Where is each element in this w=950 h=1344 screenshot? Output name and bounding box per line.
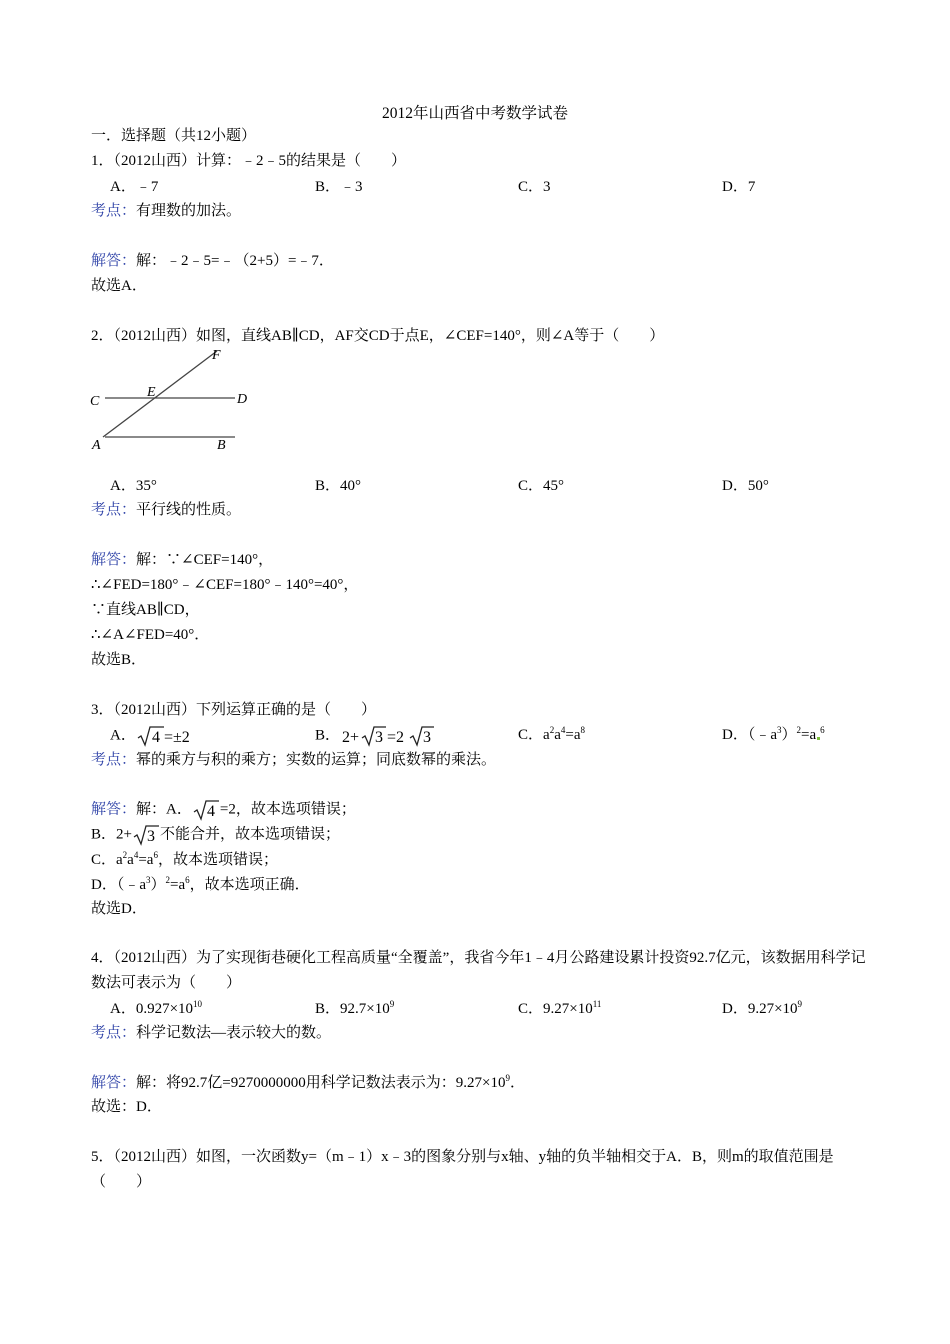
term: （﹣a bbox=[747, 727, 778, 743]
q1-stem: 1．（2012山西）计算：﹣2﹣5的结果是（ ） bbox=[91, 153, 407, 169]
q4-option-c bbox=[518, 999, 601, 1019]
q5-stem: 5．（2012山西）如图，一次函数y=（m﹣1）x﹣3的图象分别与x轴、y轴的负半轴相交于A．B，则m的取值范围是（ ） bbox=[91, 1149, 834, 1190]
term: a bbox=[127, 852, 134, 868]
q3-step-c bbox=[91, 850, 278, 870]
jieda-label: 解答： bbox=[91, 552, 137, 568]
q1-option-c: C．3 bbox=[518, 179, 551, 195]
q3-option-d bbox=[722, 725, 825, 745]
exponent: 6 bbox=[820, 725, 825, 735]
sqrt-radicand: 3 bbox=[146, 828, 155, 845]
label-e: E bbox=[147, 385, 156, 400]
q1-kaodian bbox=[91, 201, 241, 221]
q4-option-d bbox=[722, 999, 802, 1019]
expr-mid: =2 bbox=[387, 729, 405, 746]
q2-jieda-text: ∵∠CEF=140°， bbox=[166, 552, 274, 568]
q2-kaodian bbox=[91, 500, 241, 520]
jieda-label: 解答： bbox=[91, 1075, 137, 1091]
q2-option-a: A．35° bbox=[110, 478, 157, 494]
step-prefix: B．2+ bbox=[91, 826, 132, 843]
q3-option-c bbox=[518, 725, 585, 745]
q4-option-a bbox=[110, 999, 202, 1019]
sqrt-expression-icon bbox=[340, 725, 436, 747]
q3-stem: 3．（2012山西）下列运算正确的是（ ） bbox=[91, 702, 377, 718]
sqrt-radicand: 4 bbox=[151, 729, 160, 746]
sqrt-icon bbox=[136, 725, 198, 747]
q4-kaodian-text: 科学记数法—表示较大的数。 bbox=[136, 1025, 332, 1041]
q3-step-b bbox=[91, 824, 340, 846]
jieda-prefix: A． bbox=[166, 801, 192, 818]
exponent: 11 bbox=[592, 999, 602, 1009]
option-base: C．9.27×10 bbox=[518, 1001, 593, 1017]
q4-jieda-text: 将92.7亿=9270000000用科学记数法表示为：9.27×10 bbox=[166, 1075, 506, 1091]
exponent: 2 bbox=[549, 725, 555, 735]
exponent: 3 bbox=[777, 725, 782, 735]
jie-label: 解： bbox=[136, 1075, 167, 1091]
q2-step-2: ∵直线AB∥CD， bbox=[91, 602, 200, 618]
q2-conclusion: 故选B． bbox=[91, 652, 147, 668]
q4-stem: 4．（2012山西）为了实现街巷硬化工程高质量“全覆盖”，我省今年1﹣4月公路建设累计投资92.7亿元，该数据用科学记数法可表示为（ ） bbox=[91, 950, 866, 991]
label-b: B bbox=[217, 438, 226, 453]
label-c: C bbox=[90, 394, 100, 409]
exponent: 9 bbox=[505, 1073, 510, 1083]
exponent: 8 bbox=[580, 725, 585, 735]
term: C．a bbox=[91, 852, 123, 868]
exponent: 4 bbox=[133, 850, 139, 860]
term: =a bbox=[138, 852, 154, 868]
jieda-rest: =2，故本选项错误； bbox=[219, 801, 356, 818]
term: ，故本选项正确． bbox=[189, 877, 310, 893]
jieda-label: 解答： bbox=[91, 253, 137, 269]
exponent: 6 bbox=[153, 850, 158, 860]
kaodian-label: 考点： bbox=[91, 1025, 137, 1041]
expr-prefix: 2+ bbox=[342, 729, 360, 746]
parallel-lines-figure bbox=[85, 343, 255, 455]
exponent: 10 bbox=[193, 999, 203, 1009]
exponent: 2 bbox=[796, 725, 802, 735]
q1-jieda bbox=[91, 251, 334, 271]
q3-kaodian bbox=[91, 750, 496, 770]
expr-radicand-1: 3 bbox=[375, 729, 384, 746]
exponent: 2 bbox=[122, 850, 128, 860]
q4-jieda bbox=[91, 1073, 525, 1093]
expr-radicand-2: 3 bbox=[423, 729, 432, 746]
q4-jieda-end: ． bbox=[509, 1075, 525, 1091]
q2-kaodian-text: 平行线的性质。 bbox=[136, 502, 242, 518]
exponent: 3 bbox=[146, 875, 151, 885]
q3-jieda bbox=[91, 799, 356, 821]
q4-conclusion: 故选：D． bbox=[91, 1099, 162, 1115]
exponent: 9 bbox=[797, 999, 803, 1009]
exponent: 2 bbox=[165, 875, 171, 885]
term: a bbox=[543, 727, 550, 743]
sqrt-icon bbox=[192, 799, 220, 821]
green-mark bbox=[817, 737, 820, 740]
sqrt-icon bbox=[132, 824, 160, 846]
term: ） bbox=[781, 727, 797, 743]
jieda-label: 解答： bbox=[91, 801, 137, 818]
q3-option-b-label: B． bbox=[315, 727, 341, 744]
q2-option-d: D．50° bbox=[722, 478, 769, 494]
jie-label: 解： bbox=[136, 253, 167, 269]
page-title: 2012年山西省中考数学试卷 bbox=[381, 105, 568, 122]
q3-option-a bbox=[110, 725, 198, 747]
q3-option-c-label: C． bbox=[518, 727, 544, 743]
q1-conclusion: 故选A． bbox=[91, 278, 147, 294]
line-af bbox=[103, 351, 217, 437]
term: ，故本选项错误； bbox=[157, 852, 278, 868]
sqrt-radicand: 4 bbox=[206, 803, 215, 820]
q2-jieda bbox=[91, 550, 273, 570]
q4-option-b bbox=[315, 999, 394, 1019]
term: =a bbox=[170, 877, 186, 893]
q4-kaodian bbox=[91, 1023, 331, 1043]
term: a bbox=[554, 727, 561, 743]
label-a: A bbox=[92, 438, 101, 453]
q3-step-d bbox=[91, 875, 310, 895]
q1-option-b: B．﹣3 bbox=[315, 179, 363, 195]
q3-option-b bbox=[315, 725, 436, 747]
term: ） bbox=[150, 877, 166, 893]
option-base: B．92.7×10 bbox=[315, 1001, 390, 1017]
exponent: 4 bbox=[560, 725, 566, 735]
q3-option-a-label: A． bbox=[110, 727, 136, 744]
kaodian-label: 考点： bbox=[91, 752, 137, 768]
label-f: F bbox=[212, 348, 221, 363]
jie-label: 解： bbox=[136, 552, 167, 568]
option-base: A．0.927×10 bbox=[110, 1001, 194, 1017]
sqrt-rest: =±2 bbox=[163, 729, 190, 746]
exponent: 6 bbox=[185, 875, 190, 885]
q3-kaodian-text: 幂的乘方与积的乘方；实数的运算；同底数幂的乘法。 bbox=[136, 752, 497, 768]
section-heading: 一．选择题（共12小题） bbox=[91, 128, 257, 144]
q2-step-3: ∴∠A∠FED=40°． bbox=[91, 627, 210, 643]
kaodian-label: 考点： bbox=[91, 203, 137, 219]
label-d: D bbox=[237, 392, 248, 407]
term: D．（﹣a bbox=[91, 877, 146, 893]
q3-conclusion: 故选D． bbox=[91, 901, 147, 917]
jie-label: 解： bbox=[136, 801, 167, 818]
option-base: D．9.27×10 bbox=[722, 1001, 798, 1017]
q2-option-c: C．45° bbox=[518, 478, 565, 494]
q1-option-d: D．7 bbox=[722, 179, 756, 195]
step-rest: 不能合并，故本选项错误； bbox=[159, 826, 340, 843]
q2-option-b: B．40° bbox=[315, 478, 362, 494]
q1-jieda-text: ﹣2﹣5=﹣（2+5）=﹣7． bbox=[166, 253, 334, 269]
term: =a bbox=[801, 727, 817, 743]
exponent: 9 bbox=[389, 999, 395, 1009]
q1-option-a: A．﹣7 bbox=[110, 179, 159, 195]
q1-kaodian-text: 有理数的加法。 bbox=[136, 203, 242, 219]
term: =a bbox=[565, 727, 581, 743]
q3-option-d-label: D． bbox=[722, 727, 748, 743]
kaodian-label: 考点： bbox=[91, 502, 137, 518]
q2-stem: 2．（2012山西）如图，直线AB∥CD，AF交CD于点E，∠CEF=140°，则∠A等于（ ） bbox=[91, 328, 665, 344]
q2-step-1: ∴∠FED=180°﹣∠CEF=180°﹣140°=40°， bbox=[91, 577, 359, 593]
